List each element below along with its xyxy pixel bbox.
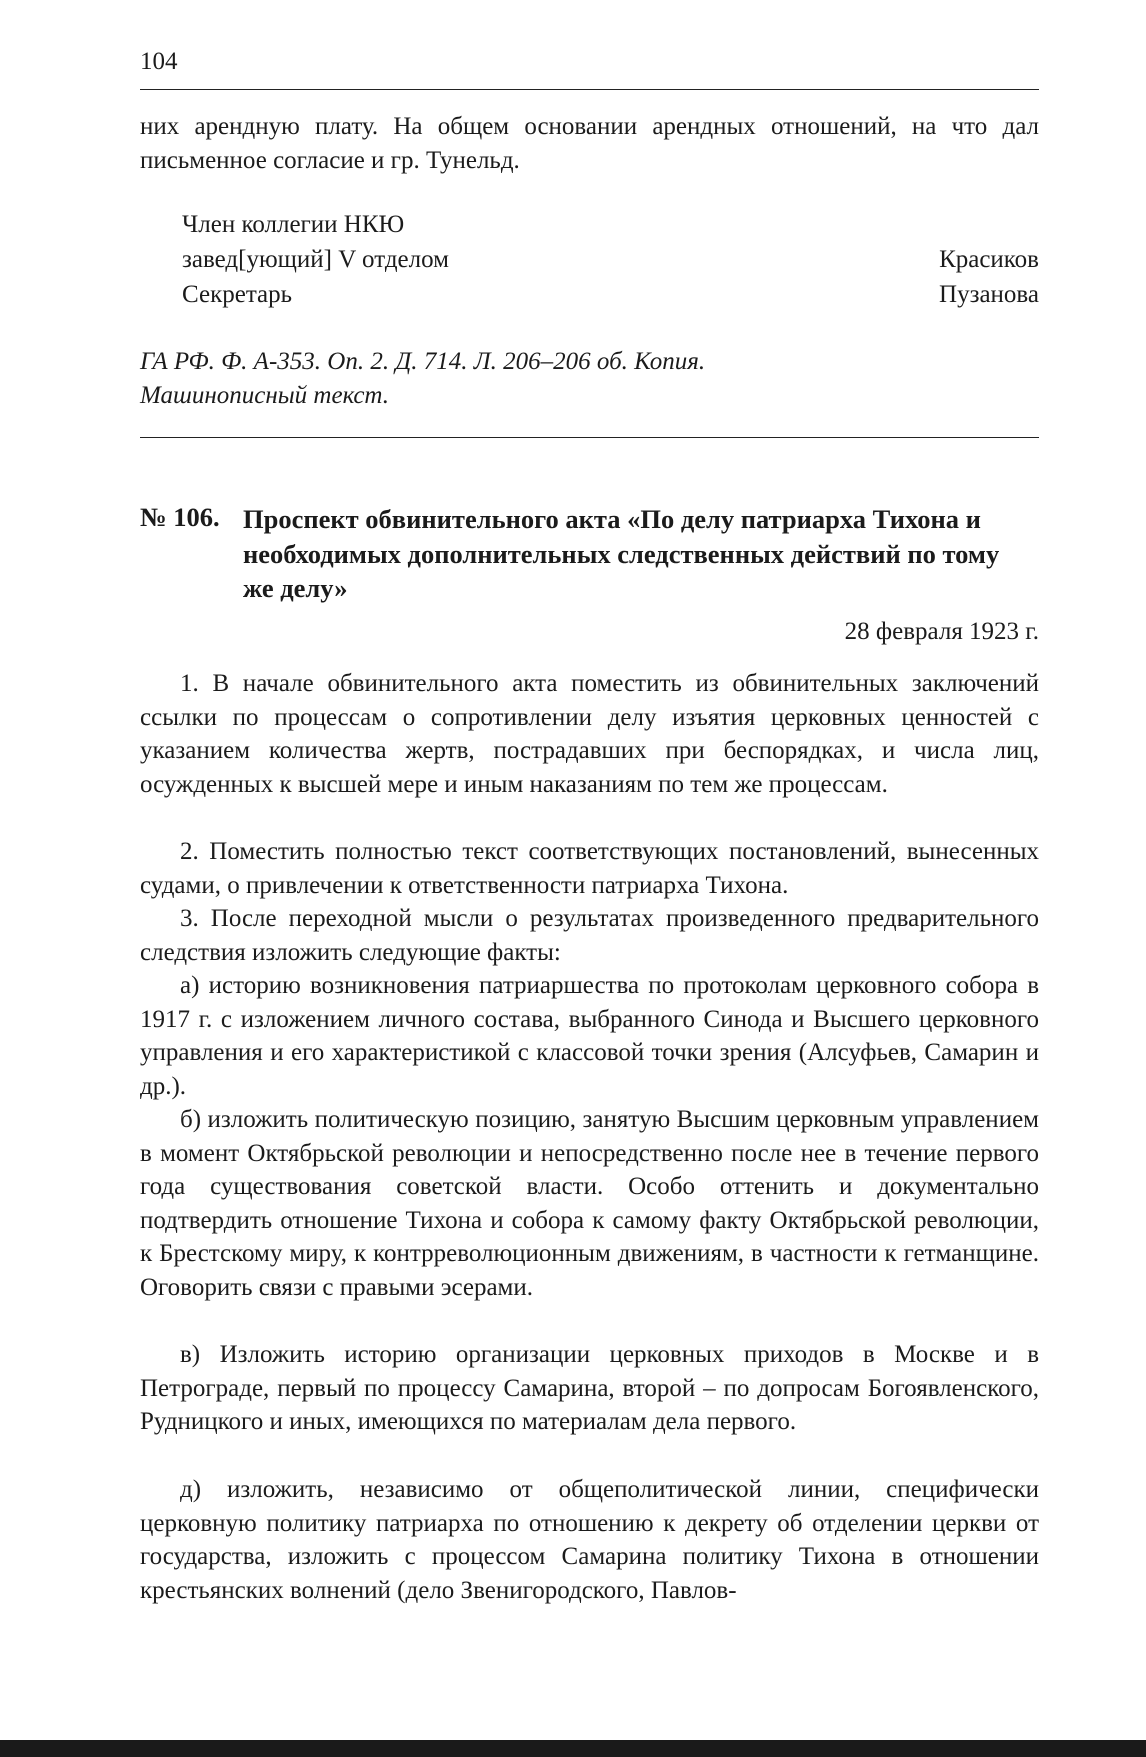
body-paragraph: 1. В начале обвинительного акта поместить из обвинительных заключений ссылки по процессам о сопротивлении делу изъятия церковных ценностей с указанием количества жертв, пострадавших при беспорядках, и числа лиц, осужденных к высшей мере и иным наказаниям по тем же процессам. — [140, 670, 1039, 798]
body-paragraph: б) изложить политическую позицию, занятую Высшим церковным управлением в момент Октябрьской революции и непосредственно после нее в течение первого года существования советской власти. Особо оттенить и документально подтвердить отношение Тихона и собора к самому факту Октябрьской революции, к Брестскому миру, к контрреволюционным движениям, в частности к гетманщине. Оговорить связи с правыми эсерами. — [140, 1106, 1039, 1301]
header-rule — [140, 89, 1039, 90]
document-title: Проспект обвинительного акта «По делу патриарха Тихона и необходимых дополнительных следственных действий по тому же делу» — [243, 504, 1000, 603]
archival-source — [140, 345, 705, 413]
body-paragraph: 3. После переходной мысли о результатах произведенного предварительного следствия изложить следующие факты: — [140, 905, 1039, 966]
archival-source-line: Машинописный текст. — [140, 382, 390, 409]
archival-source-line: ГА РФ. Ф. А-353. Оп. 2. Д. 714. Л. 206–206 об. Копия. — [140, 348, 706, 375]
signature-position: завед[ующий] V отделом — [182, 246, 449, 273]
body-paragraph: д) изложить, независимо от общеполитической линии, специфически церковную политику патриарха по отношению к декрету об отделении церкви от государства, изложить с процессом Самарина политику Тихона в отношении крестьянских волнений (дело Звенигородского, Павлов- — [140, 1476, 1039, 1604]
signature-position: Член коллегии НКЮ — [182, 211, 405, 238]
scan-bottom-edge — [0, 1740, 1146, 1757]
document-number: № 106. — [140, 502, 220, 532]
section-divider — [140, 437, 1039, 438]
signature-positions — [182, 207, 449, 312]
page-number: 104 — [140, 48, 178, 75]
body-paragraph: в) Изложить историю организации церковных приходов в Москве и в Петрограде, первый по процессу Самарина, второй – по допросам Богоявленского, Рудницкого и иных, имеющихся по материалам дела первого. — [140, 1341, 1039, 1435]
body-paragraph: а) историю возникновения патриаршества по протоколам церковного собора в 1917 г. с изложением личного состава, выбранного Синода и Высшего церковного управления и его характеристикой с классовой точки зрения (Алсуфьев, Самарин и др.). — [140, 972, 1039, 1100]
signature-name: Красиков — [939, 246, 1039, 273]
document-date: 28 февраля 1923 г. — [844, 618, 1039, 645]
signature-names — [939, 242, 1039, 312]
signature-position: Секретарь — [182, 281, 293, 308]
body-paragraph: 2. Поместить полностью текст соответствующих постановлений, вынесенных судами, о привлечении к ответственности патриарха Тихона. — [140, 838, 1039, 899]
signature-name: Пузанова — [939, 281, 1039, 308]
continuation-paragraph: них арендную плату. На общем основании арендных отношений, на что дал письменное согласие и гр. Тунельд. — [140, 113, 1039, 174]
